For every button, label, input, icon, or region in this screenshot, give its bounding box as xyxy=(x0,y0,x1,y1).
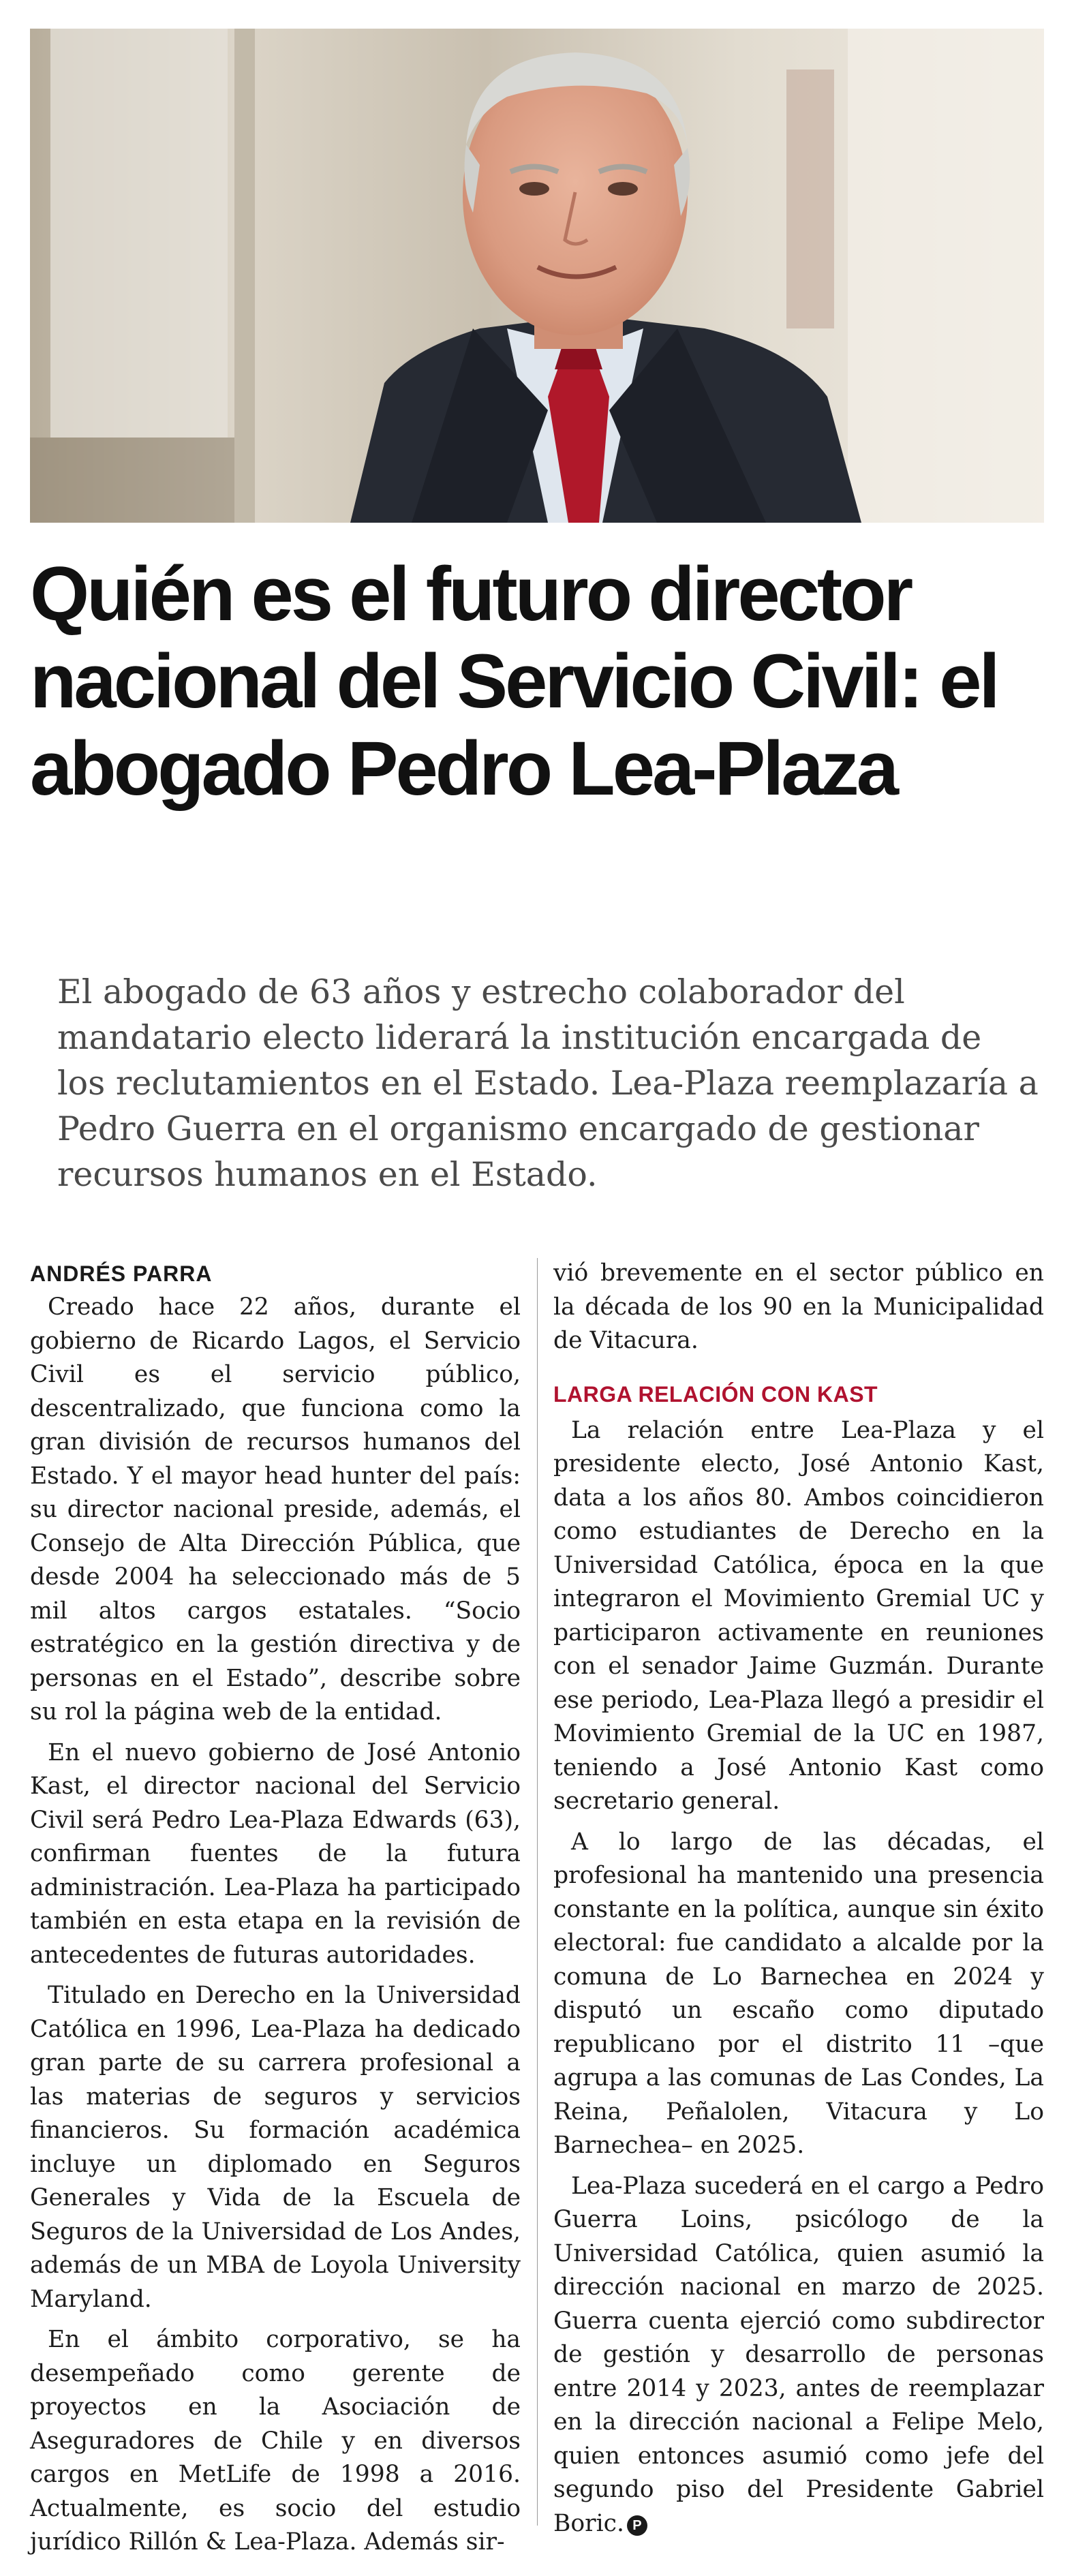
article-column-left xyxy=(30,1258,521,2566)
body-paragraph: Titulado en Derecho en la Universidad Católica en 1996, Lea-Plaza ha dedicado gran parte de su carrera profesional a las materias de seguros y servicios financieros. Su formación académica incluye un diplomado en Seguros Generales y Vida de la Escuela de Seguros de la Universidad de Los Andes, además de un MBA de Loyola University Maryland. xyxy=(30,1982,521,2313)
column-divider xyxy=(537,1258,538,2526)
body-paragraph: En el ámbito corporativo, se ha desempeñado como gerente de proyectos en la Asociación de Aseguradores de Chile y en diversos cargos en MetLife de 1998 a 2016. Actualmente, es socio del estudio jurídico Rillón & Lea-Plaza. Además sir- xyxy=(30,2326,521,2556)
body-paragraph: Creado hace 22 años, durante el gobierno de Ricardo Lagos, el Servicio Civil es el servicio público, descentralizado, que funciona como la gran división de recursos humanos del Estado. Y el mayor head hunter del país: su director nacional preside, además, el Consejo de Alta Dirección Pública, que desde 2004 ha seleccionado más de 5 mil altos cargos estatales. “Socio estratégico en la gestión directiva y de personas en el Estado”, describe sobre su rol la página web de la entidad. xyxy=(30,1293,521,1726)
end-mark-icon: P xyxy=(627,2515,647,2536)
section-subhead: LARGA RELACIÓN CON KAST xyxy=(553,1381,878,1407)
lead-photo xyxy=(30,29,1044,523)
article-column-right xyxy=(553,1257,1044,2547)
last-paragraph-text: Lea-Plaza sucederá en el cargo a Pedro Guerra Loins, psicólogo de la Universidad Católica, quien asumió la dirección nacional en marzo de 2025. Guerra cuenta ejerció como subdirector de gestión y desarrollo de personas entre 2014 y 2023, antes de reemplazar en la dirección nacional a Felipe Melo, quien entonces asumió como jefe del segundo piso del Presidente Gabriel Boric. xyxy=(553,2172,1044,2537)
portrait-illustration xyxy=(30,29,1044,523)
byline: ANDRÉS PARRA xyxy=(30,1261,213,1286)
body-paragraph-last xyxy=(553,2170,1044,2541)
headline: Quién es el futuro director nacional del Servicio Civil: el abogado Pedro Lea-Plaza xyxy=(30,551,998,811)
body-paragraph: A lo largo de las décadas, el profesional ha mantenido una presencia constante en la política, aunque sin éxito electoral: fue candidato a alcalde por la comuna de Lo Barnechea en 2024 y disputó un escaño como diputado republicano por el distrito 11 –que agrupa a las comunas de Las Condes, La Reina, Peñalolen, Vitacura y Lo Barnechea– en 2025. xyxy=(553,1828,1044,2159)
body-paragraph-continued: vió brevemente en el sector público en la década de los 90 en la Municipalidad de Vitacura. xyxy=(553,1259,1044,1354)
deck-summary: El abogado de 63 años y estrecho colaborador del mandatario electo liderará la institución encargada de los reclutamientos en el Estado. Lea-Plaza reemplazaría a Pedro Guerra en el organismo encargado de gestionar recursos humanos en el Estado. xyxy=(57,972,1039,1194)
body-paragraph: La relación entre Lea-Plaza y el presidente electo, José Antonio Kast, data a los años 80. Ambos coincidieron como estudiantes de Derecho en la Universidad Católica, época en la que integraron el Movimiento Gremial UC y participaron activamente en reuniones con el senador Jaime Guzmán. Durante ese periodo, Lea-Plaza llegó a presidir el Movimiento Gremial de la UC en 1987, teniendo a José Antonio Kast como secretario general. xyxy=(553,1416,1044,1815)
body-paragraph: En el nuevo gobierno de José Antonio Kast, el director nacional del Servicio Civil será Pedro Lea-Plaza Edwards (63), confirman fuentes de la futura administración. Lea-Plaza ha participado también en esta etapa en la revisión de antecedentes de futuras autoridades. xyxy=(30,1738,521,1969)
